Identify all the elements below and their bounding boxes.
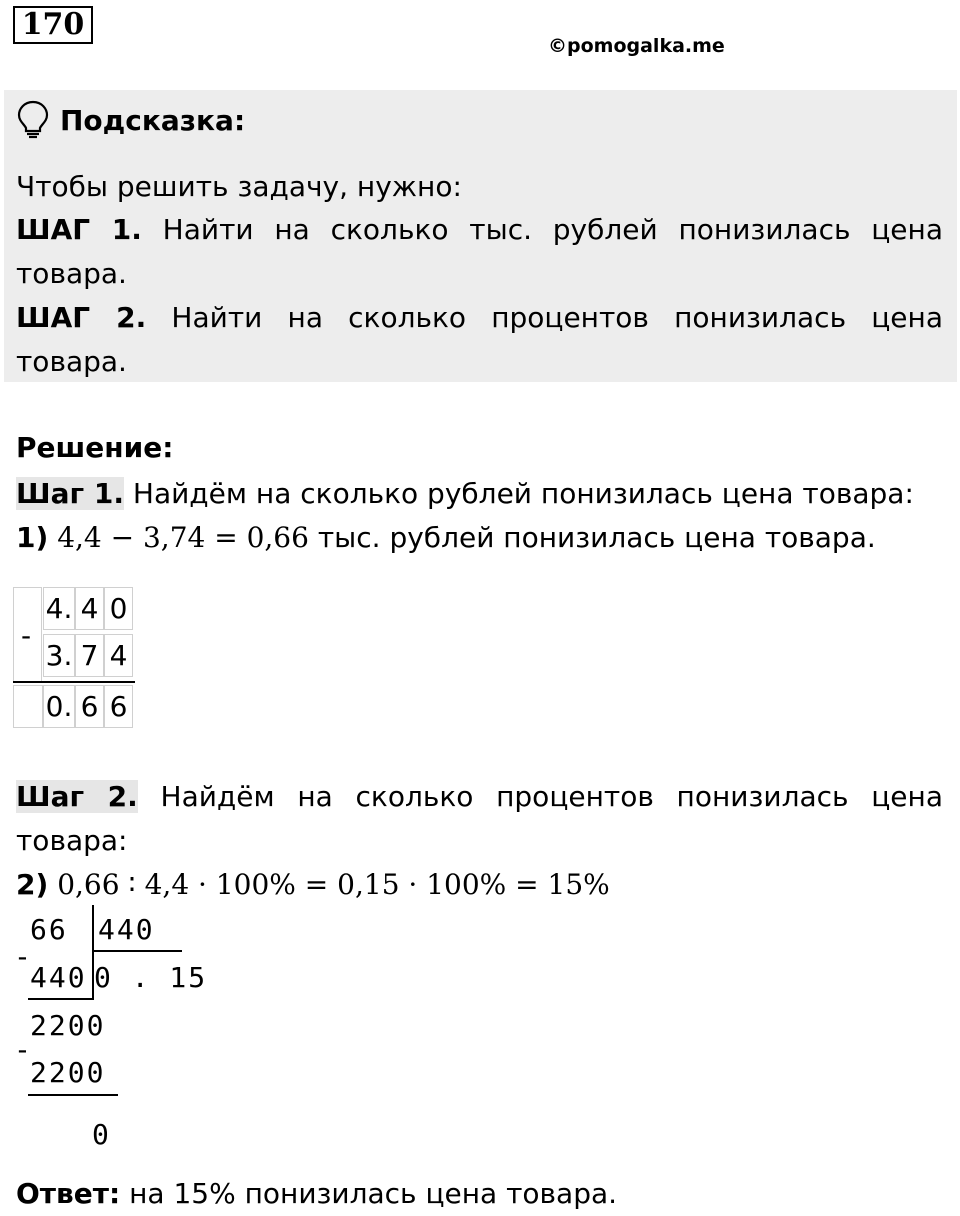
task-number: 170 [13, 6, 93, 44]
hint-title-row [16, 98, 245, 142]
subtraction-cell: 4 [75, 587, 104, 630]
hint-step1-line1 [16, 208, 943, 252]
division-divisor: 440 [98, 913, 155, 946]
solution-step1-text: Найдём на сколько рублей понизилась цена товара: [132, 477, 914, 510]
division-dividend: 66 [30, 913, 68, 946]
hint-step2-line2: товара. [16, 345, 127, 378]
division-sign: - [14, 1033, 33, 1066]
subtraction-cell: 4. [43, 587, 75, 630]
hint-step1-text: Найти на сколько тыс. рублей понизилась цена [162, 213, 944, 246]
answer-label: Ответ: [16, 1177, 121, 1210]
division-sub1: 440 [30, 961, 87, 994]
subtraction-cell: 7 [75, 634, 104, 677]
watermark: ©pomogalka.me [548, 35, 725, 57]
equation-2-math: 0,66 ∶ 4,4 · 100% = 0,15 · 100% = 15% [57, 868, 610, 901]
subtraction-cell: 0 [104, 587, 133, 630]
equation-2-number: 2) [16, 868, 49, 901]
hint-step2-text: Найти на сколько процентов понизилась цена [171, 301, 943, 334]
subtraction-cell: 3. [43, 634, 75, 677]
division-quotient: 0 . 15 [94, 961, 208, 994]
subtraction-sign: - [21, 619, 32, 652]
subtraction-cell: 6 [75, 685, 104, 728]
solution-heading: Решение: [16, 431, 174, 464]
equation-1-math: 4,4 − 3,74 = 0,66 [57, 521, 309, 554]
hint-intro: Чтобы решить задачу, нужно: [16, 170, 462, 203]
subtraction-empty-cell [13, 685, 43, 728]
solution-step2-label: Шаг 2. [16, 780, 138, 813]
hint-title: Подсказка: [60, 103, 246, 137]
answer-text: на 15% понизилась цена товара. [129, 1177, 618, 1210]
solution-step2-text: Найдём на сколько процентов понизилась цена [160, 780, 943, 813]
subtraction-line [13, 681, 135, 683]
division-sign: - [14, 940, 33, 973]
solution-step1 [16, 472, 914, 516]
equation-1 [16, 516, 876, 560]
solution-step1-label: Шаг 1. [16, 477, 124, 510]
subtraction-cell: 6 [104, 685, 133, 728]
division-divisor-line [92, 950, 182, 952]
answer [16, 1172, 617, 1216]
division-line [28, 1094, 118, 1096]
equation-1-number: 1) [16, 521, 49, 554]
division-result: 0 [92, 1118, 111, 1151]
equation-2 [16, 863, 610, 907]
division-sub2: 2200 [30, 1056, 106, 1089]
lightbulb-icon [16, 100, 50, 140]
subtraction-cell: 0. [43, 685, 75, 728]
division-remainder1: 2200 [30, 1009, 106, 1042]
division-line [28, 998, 94, 1000]
hint-step2-line1 [16, 296, 943, 340]
solution-step2-line1 [16, 775, 943, 819]
equation-1-text: тыс. рублей понизилась цена товара. [317, 521, 876, 554]
hint-step1-line2: товара. [16, 257, 127, 290]
solution-step2-line2: товара: [16, 824, 128, 857]
hint-step1-label: ШАГ 1. [16, 213, 142, 246]
hint-step2-label: ШАГ 2. [16, 301, 147, 334]
subtraction-cell: 4 [104, 634, 133, 677]
